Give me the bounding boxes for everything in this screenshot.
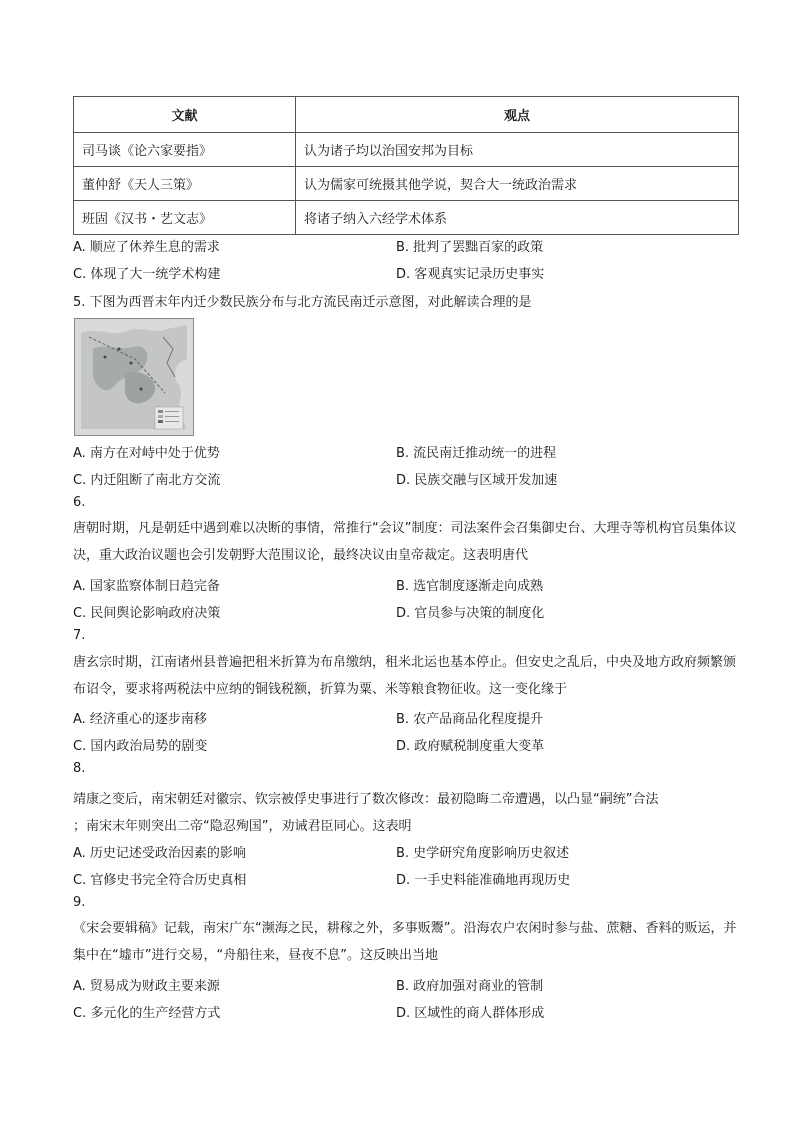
literature-table (73, 96, 739, 235)
table-cell: 认为儒家可统摄其他学说，契合大一统政治需求 (296, 167, 739, 201)
q6-stem: 唐朝时期，凡是朝廷中遇到难以决断的事情，常推行“会议”制度：司法案件会召集御史台、大理寺等机构官员集体议决，重大政治议题也会引发朝野大范围议论，最终决议由皇帝裁定。这表明唐代 (73, 521, 737, 563)
q7-stem: 唐玄宗时期，江南诸州县普遍把租米折算为布帛缴纳，租米北运也基本停止。但安史之乱后，中央及地方政府频繁颁布诏令，要求将两税法中应纳的铜钱税额，折算为粟、米等粮食物征收。这一变化缘于 (73, 655, 737, 697)
q9-option-c: C. 多元化的生产经营方式 (73, 1006, 221, 1021)
q8-option-b: B. 史学研究角度影响历史叙述 (396, 846, 570, 861)
q4-option-a: A. 顺应了休养生息的需求 (73, 240, 220, 255)
q6-option-c: C. 民间舆论影响政府决策 (73, 606, 221, 621)
q9-option-d: D. 区域性的商人群体形成 (396, 1006, 545, 1021)
q4-option-d: D. 客观真实记录历史事实 (396, 267, 545, 282)
q8-option-d: D. 一手史料能准确地再现历史 (396, 873, 571, 888)
q9-stem: 《宋会要辑稿》记载，南宋广东“濒海之民，耕稼之外，多事贩鬻”。沿海农户农闲时参与盐、蔗糖、香料的贩运，并集中在“墟市”进行交易，“舟船往来，昼夜不息”。这反映出当地 (73, 921, 737, 963)
map-figure (75, 319, 193, 435)
q7-option-a: A. 经济重心的逐步南移 (73, 712, 207, 727)
q5-option-a: A. 南方在对峙中处于优势 (73, 446, 220, 461)
q9-option-a: A. 贸易成为财政主要来源 (73, 979, 220, 994)
q6-number: 6. (73, 495, 86, 510)
table-header-row (74, 97, 739, 133)
table-cell: 董仲舒《天人三策》 (74, 167, 296, 201)
q6-option-b: B. 选官制度逐渐走向成熟 (396, 579, 544, 594)
table-header-cell: 观点 (296, 97, 739, 133)
q7-option-b: B. 农产品商品化程度提升 (396, 712, 544, 727)
q9-option-b: B. 政府加强对商业的管制 (396, 979, 544, 994)
q6-option-d: D. 官员参与决策的制度化 (396, 606, 545, 621)
q9-number: 9. (73, 895, 86, 910)
q4-option-b: B. 批判了罢黜百家的政策 (396, 240, 544, 255)
q8-stem-line1: 靖康之变后，南宋朝廷对徽宗、钦宗被俘史事进行了数次修改：最初隐晦二帝遭遇，以凸显“嗣统”合法 (73, 792, 659, 807)
q8-option-c: C. 官修史书完全符合历史真相 (73, 873, 247, 888)
table-header-cell: 文献 (74, 97, 296, 133)
table-cell: 认为诸子均以治国安邦为目标 (296, 133, 739, 167)
q7-option-c: C. 国内政治局势的剧变 (73, 739, 208, 754)
q5-option-c: C. 内迁阻断了南北方交流 (73, 473, 221, 488)
q8-stem-line2: ；南宋末年则突出二帝“隐忍殉国”，劝诫君臣同心。这表明 (73, 819, 412, 834)
table-row (74, 201, 739, 235)
q6-option-a: A. 国家监察体制日趋完备 (73, 579, 220, 594)
table-row (74, 133, 739, 167)
q4-option-c: C. 体现了大一统学术构建 (73, 267, 221, 282)
table-cell: 班固《汉书・艺文志》 (74, 201, 296, 235)
q8-number: 8. (73, 761, 86, 776)
q7-number: 7. (73, 628, 86, 643)
q7-option-d: D. 政府赋税制度重大变革 (396, 739, 545, 754)
migration-map-image (74, 318, 194, 436)
q5-option-d: D. 民族交融与区域开发加速 (396, 473, 558, 488)
table-cell: 将诸子纳入六经学术体系 (296, 201, 739, 235)
q8-option-a: A. 历史记述受政治因素的影响 (73, 846, 246, 861)
table-row (74, 167, 739, 201)
q5-option-b: B. 流民南迁推动统一的进程 (396, 446, 557, 461)
table-cell: 司马谈《论六家要指》 (74, 133, 296, 167)
q5-stem: 5. 下图为西晋末年内迁少数民族分布与北方流民南迁示意图，对此解读合理的是 (73, 295, 532, 310)
